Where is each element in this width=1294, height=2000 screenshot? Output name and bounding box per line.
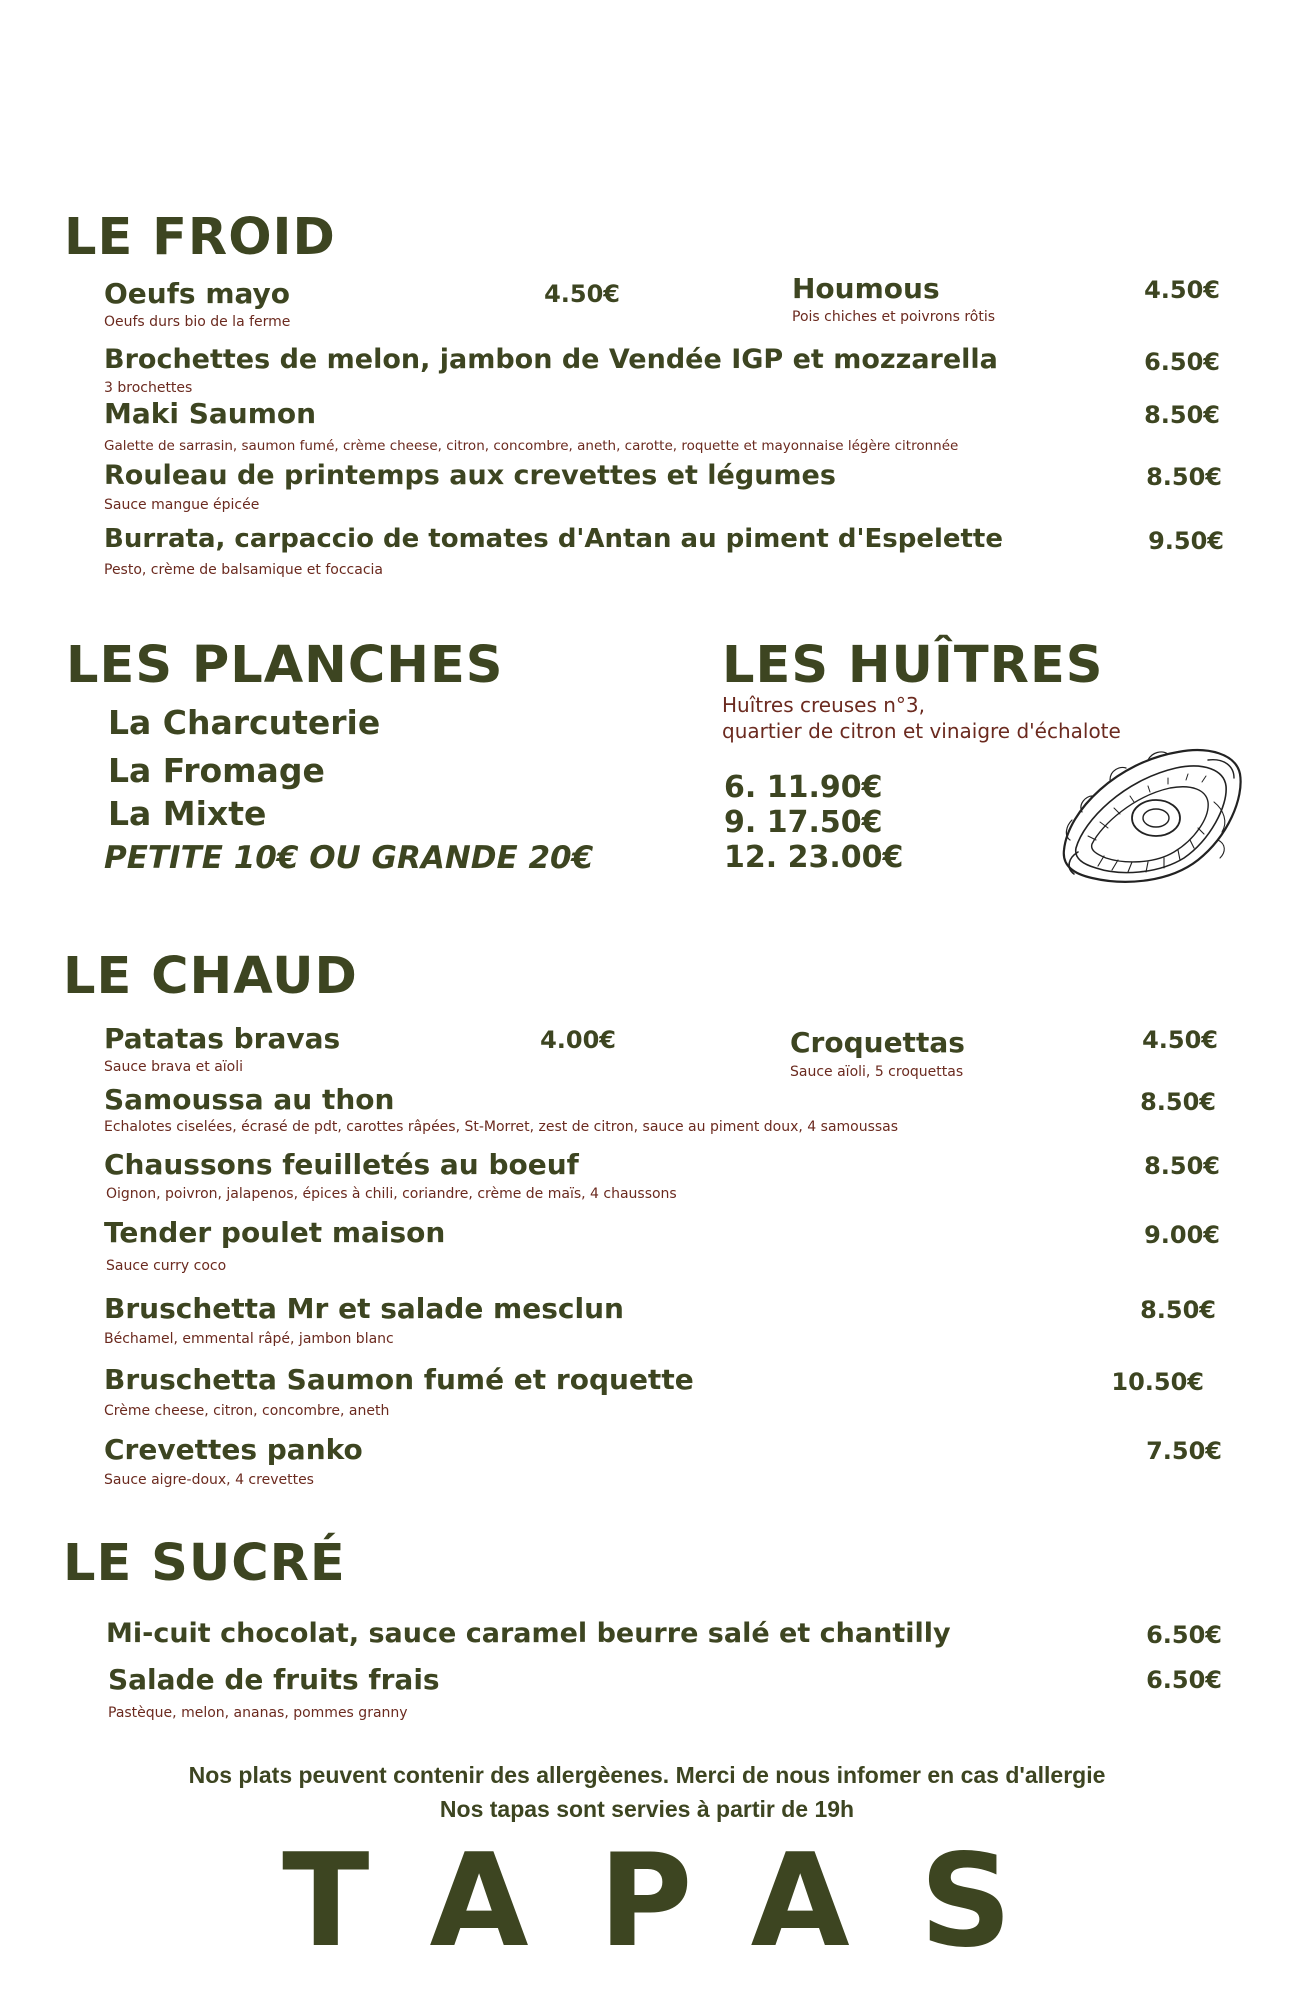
item-name-salade: Salade de fruits frais — [108, 1663, 440, 1696]
item-name-maki: Maki Saumon — [104, 397, 317, 430]
item-desc-houmous: Pois chiches et poivrons rôtis — [792, 309, 996, 325]
item-price-houmous: 4.50€ — [1144, 276, 1220, 304]
planche-item-mixte: La Mixte — [108, 794, 267, 833]
item-desc-croquettas: Sauce aïoli, 5 croquettas — [790, 1064, 964, 1080]
item-desc-oeufs: Oeufs durs bio de la ferme — [104, 314, 291, 330]
section-title-huitres: LES HUÎTRES — [722, 636, 1104, 695]
section-title-froid: LE FROID — [64, 208, 336, 267]
item-desc-rouleau: Sauce mangue épicée — [104, 497, 260, 513]
item-name-croquettas: Croquettas — [790, 1026, 965, 1059]
section-title-planches: LES PLANCHES — [66, 636, 504, 695]
huitres-price-6: 6. 11.90€ — [724, 770, 883, 805]
item-price-rouleau: 8.50€ — [1146, 463, 1222, 491]
item-price-burrata: 9.50€ — [1148, 527, 1224, 555]
item-desc-bruschetta-saumon: Crème cheese, citron, concombre, aneth — [104, 1403, 390, 1419]
huitres-desc-line1: Huîtres creuses n°3, — [722, 693, 925, 717]
item-price-tender: 9.00€ — [1144, 1221, 1220, 1249]
item-name-bruschetta-saumon: Bruschetta Saumon fumé et roquette — [104, 1363, 694, 1396]
planche-sizes: PETITE 10€ OU GRANDE 20€ — [104, 840, 594, 876]
item-name-crevettes: Crevettes panko — [104, 1433, 363, 1466]
item-name-chaussons: Chaussons feuilletés au boeuf — [104, 1148, 579, 1181]
item-desc-maki: Galette de sarrasin, saumon fumé, crème cheese, citron, concombre, aneth, carotte, roquette et mayonnaise légère citronnée — [104, 438, 959, 454]
section-title-chaud: LE CHAUD — [63, 947, 358, 1006]
item-price-samoussa: 8.50€ — [1140, 1088, 1216, 1116]
item-price-bruschetta-mr: 8.50€ — [1140, 1296, 1216, 1324]
item-name-samoussa: Samoussa au thon — [104, 1083, 395, 1116]
item-name-patatas: Patatas bravas — [104, 1022, 341, 1055]
planche-item-charcuterie: La Charcuterie — [108, 703, 381, 742]
item-price-brochettes: 6.50€ — [1144, 348, 1220, 376]
service-notice: Nos tapas sont servies à partir de 19h — [439, 1796, 855, 1822]
planche-item-fromage: La Fromage — [108, 751, 325, 790]
item-name-rouleau: Rouleau de printemps aux crevettes et légumes — [104, 460, 836, 491]
item-price-patatas: 4.00€ — [540, 1026, 616, 1054]
item-price-chaussons: 8.50€ — [1144, 1152, 1220, 1180]
item-desc-burrata: Pesto, crème de balsamique et foccacia — [104, 562, 383, 578]
item-desc-samoussa: Echalotes ciselées, écrasé de pdt, carottes râpées, St-Morret, zest de citron, sauce au piment doux, 4 samoussas — [104, 1119, 899, 1135]
item-name-bruschetta-mr: Bruschetta Mr et salade mesclun — [104, 1292, 624, 1325]
brand-title: TAPAS — [282, 1827, 1082, 1976]
item-price-maki: 8.50€ — [1144, 401, 1220, 429]
item-name-houmous: Houmous — [792, 272, 940, 305]
item-desc-bruschetta-mr: Béchamel, emmental râpé, jambon blanc — [104, 1331, 394, 1347]
item-desc-salade: Pastèque, melon, ananas, pommes granny — [108, 1705, 408, 1721]
item-desc-brochettes: 3 brochettes — [104, 380, 193, 396]
item-name-burrata: Burrata, carpaccio de tomates d'Antan au piment d'Espelette — [104, 524, 1003, 554]
item-desc-tender: Sauce curry coco — [106, 1258, 227, 1274]
huitres-price-9: 9. 17.50€ — [724, 805, 883, 840]
huitres-desc-line2: quartier de citron et vinaigre d'échalote — [722, 719, 1121, 743]
item-desc-crevettes: Sauce aigre-doux, 4 crevettes — [104, 1472, 314, 1488]
item-name-micuit: Mi-cuit chocolat, sauce caramel beurre salé et chantilly — [106, 1618, 951, 1649]
huitres-price-12: 12. 23.00€ — [724, 840, 904, 875]
item-desc-patatas: Sauce brava et aïoli — [104, 1059, 244, 1075]
item-desc-chaussons: Oignon, poivron, jalapenos, épices à chili, coriandre, crème de maïs, 4 chaussons — [106, 1186, 677, 1202]
section-title-sucre: LE SUCRÉ — [63, 1534, 346, 1593]
item-price-bruschetta-saumon: 10.50€ — [1111, 1368, 1204, 1396]
item-price-oeufs: 4.50€ — [544, 280, 620, 308]
item-name-oeufs: Oeufs mayo — [104, 277, 291, 310]
oyster-icon — [1058, 740, 1246, 890]
item-price-micuit: 6.50€ — [1146, 1621, 1222, 1649]
item-name-brochettes: Brochettes de melon, jambon de Vendée IGP et mozzarella — [104, 344, 998, 375]
allergy-notice: Nos plats peuvent contenir des allergèenes. Merci de nous infomer en cas d'allergie — [188, 1762, 1106, 1788]
item-name-tender: Tender poulet maison — [104, 1216, 446, 1249]
item-price-crevettes: 7.50€ — [1146, 1437, 1222, 1465]
item-price-croquettas: 4.50€ — [1142, 1026, 1218, 1054]
item-price-salade: 6.50€ — [1146, 1666, 1222, 1694]
